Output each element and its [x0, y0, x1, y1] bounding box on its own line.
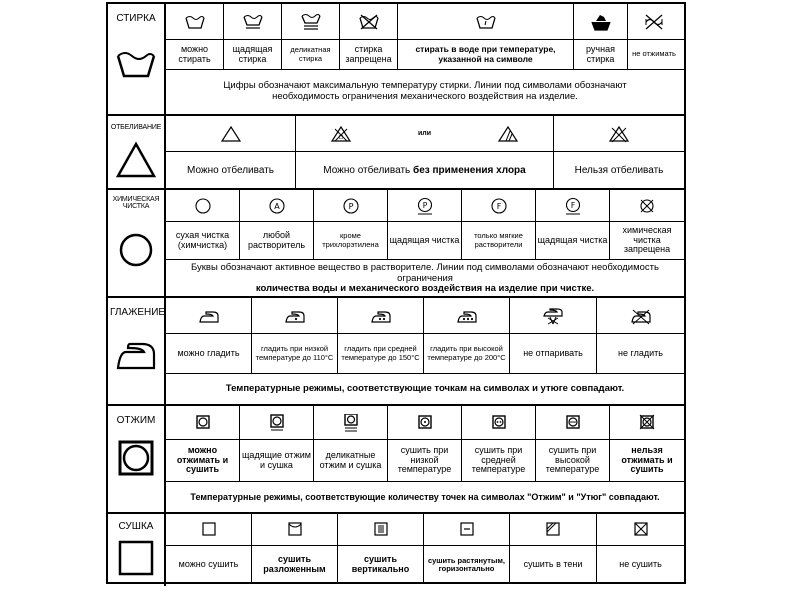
bleach-label-1: Можно отбеливать: [323, 164, 411, 176]
section-spin: [108, 406, 684, 514]
wash-title: СТИРКА: [116, 13, 156, 24]
dryclean-note-1: Буквы обозначают активное вещество в растворителе. Линии под символами обозначают необходимость ограничения: [191, 261, 659, 284]
iron-allowed-icon: [166, 298, 252, 333]
temperature-wash-icon: [398, 4, 574, 39]
tumble-gentle-icon: [240, 406, 314, 439]
iron-header: [108, 298, 166, 404]
no-tumble-icon: [610, 406, 684, 439]
spin-note: Температурные режимы, соответствующие количеству точек на символах "Отжим" и "Утюг" совпадают.: [190, 491, 660, 502]
iron-low-icon: [252, 298, 338, 333]
dry-square-icon: [114, 536, 158, 580]
tumble-medium-icon: [462, 406, 536, 439]
care-symbols-table: [106, 2, 686, 584]
wash-icon: [166, 4, 224, 39]
no-bleach-icon: [554, 116, 684, 151]
wash-label-5: ручная стирка: [574, 40, 628, 69]
no-steam-icon: [510, 298, 597, 333]
bleach-allowed-icon: [166, 116, 296, 151]
iron-title: ГЛАЖЕНИЕ: [110, 307, 166, 318]
dryclean-note-2: количества воды и механического воздействия на изделие при чистке.: [255, 283, 595, 295]
dry-label-1: сушить разложенным: [252, 546, 338, 584]
spin-label-3: сушить при низкой температуре: [388, 440, 462, 481]
delicate-wash-icon: [282, 4, 340, 39]
dry-vertical-icon: [338, 514, 424, 545]
bleach-header: [108, 116, 166, 188]
no-trichlor-icon: [314, 190, 388, 221]
spin-label-0: можно отжимать и сушить: [166, 440, 240, 481]
spin-label-2: деликатные отжим и сушка: [314, 440, 388, 481]
section-dry: [108, 514, 684, 586]
dryclean-title: ХИМИЧЕСКАЯ ЧИСТКА: [112, 196, 160, 211]
section-dryclean: [108, 190, 684, 298]
bleach-label-2: без применения хлора: [413, 164, 526, 176]
gentle-clean-p-letter: P: [422, 200, 427, 210]
iron-label-2: гладить при средней температуре до 150°C: [338, 334, 424, 373]
non-chlorine-bleach-icons: [296, 116, 554, 151]
dryclean-label-6: химическая чистка запрещена: [622, 224, 672, 255]
non-chlorine-lines-icon: [497, 125, 519, 143]
tumble-high-icon: [536, 406, 610, 439]
no-trichlor-letter: P: [348, 201, 353, 211]
or-label: или: [417, 129, 432, 137]
spin-header: [108, 406, 166, 512]
bleach-label-3: Нельзя отбеливать: [574, 164, 664, 176]
dryclean-header: [108, 190, 166, 296]
dry-line-icon: [252, 514, 338, 545]
wash-label-0: можно стирать: [166, 40, 224, 69]
wash-header: [108, 4, 166, 114]
no-dry-icon: [597, 514, 684, 545]
no-dryclean-icon: [610, 190, 684, 221]
dryclean-label-5: щадящая чистка: [536, 222, 610, 259]
dry-flat-icon: [424, 514, 510, 545]
dry-header: [108, 514, 166, 586]
spin-label-5: сушить при высокой температуре: [536, 440, 610, 481]
dryclean-circle-icon: [114, 228, 158, 272]
bleach-label-0: Можно отбеливать: [166, 152, 296, 188]
iron-label-1: гладить при низкой температуре до 110°C: [252, 334, 338, 373]
tumble-dry-icon: [114, 436, 158, 480]
dryclean-label-3: щадящая чистка: [388, 222, 462, 259]
dryclean-note: [166, 262, 684, 296]
any-solvent-icon: [240, 190, 314, 221]
spin-label-1: щадящие отжим и сушка: [240, 440, 314, 481]
tumble-delicate-icon: [314, 406, 388, 439]
wash-note: Цифры обозначают максимальную температуру стирки. Линии под символами обозначают необходимость ограничения механического воздействия на изделие.: [223, 80, 627, 102]
iron-high-icon: [424, 298, 510, 333]
dry-label-3: сушить растянутым, горизонтально: [424, 546, 510, 584]
no-iron-icon: [597, 298, 684, 333]
dryclean-label-0: сухая чистка (химчистка): [166, 222, 240, 259]
wash-tub-icon: [114, 42, 158, 86]
bleach-triangle-icon: [114, 138, 158, 182]
dry-label-2: сушить вертикально: [338, 546, 424, 584]
iron-icon: [114, 334, 158, 378]
iron-label-3: гладить при высокой температуре до 200°C: [424, 334, 510, 373]
dryclean-label-4: только мягкие растворители: [462, 222, 536, 259]
wash-label-6: не отжимать: [632, 49, 676, 59]
spin-title: ОТЖИМ: [116, 415, 156, 426]
dryclean-icon: [166, 190, 240, 221]
section-wash: [108, 4, 684, 116]
hand-wash-icon: [574, 4, 628, 39]
tumble-allowed-icon: [166, 406, 240, 439]
wash-label-1: щадящая стирка: [224, 40, 282, 69]
gentle-clean-p-icon: [388, 190, 462, 221]
dry-title: СУШКА: [118, 521, 154, 532]
gentle-clean-f-letter: F: [570, 200, 575, 210]
spin-label-4: сушить при средней температуре: [462, 440, 536, 481]
bleach-title: ОТБЕЛИВАНИЕ: [110, 124, 162, 131]
dryclean-label-2: кроме трихлорэтилена: [314, 222, 388, 259]
iron-medium-icon: [338, 298, 424, 333]
mild-solvent-letter: F: [496, 201, 501, 211]
non-chlorine-cross-icon: [330, 125, 352, 143]
wash-label-3: стирка запрещена: [340, 40, 398, 69]
no-wring-icon: [628, 4, 680, 39]
section-bleach: [108, 116, 684, 190]
tumble-low-icon: [388, 406, 462, 439]
gentle-clean-f-icon: [536, 190, 610, 221]
no-wash-icon: [340, 4, 398, 39]
gentle-wash-icon: [224, 4, 282, 39]
dry-allowed-icon: [166, 514, 252, 545]
dry-label-5: не сушить: [619, 559, 662, 570]
any-solvent-letter: A: [273, 201, 280, 211]
bleach-label-1-wrap: [296, 152, 554, 188]
spin-label-6: нельзя отжимать и сушить: [621, 444, 673, 475]
dryclean-label-1: любой растворитель: [240, 222, 314, 259]
wash-label-4: стирать в воде при температуре, указанной на символе: [398, 40, 574, 69]
section-iron: [108, 298, 684, 406]
iron-label-4: не отпаривать: [510, 334, 597, 373]
svg-text:Cl: Cl: [338, 134, 344, 141]
mild-solvent-icon: [462, 190, 536, 221]
wash-label-2: деликатная стирка: [282, 40, 340, 69]
dry-shade-icon: [510, 514, 597, 545]
iron-label-5: не гладить: [618, 347, 663, 358]
dry-label-4: сушить в тени: [510, 546, 597, 584]
iron-label-0: можно гладить: [166, 334, 252, 373]
iron-note: Температурные режимы, соответствующие точкам на символах и утюге совпадают.: [225, 382, 625, 394]
dry-label-0: можно сушить: [166, 546, 252, 584]
